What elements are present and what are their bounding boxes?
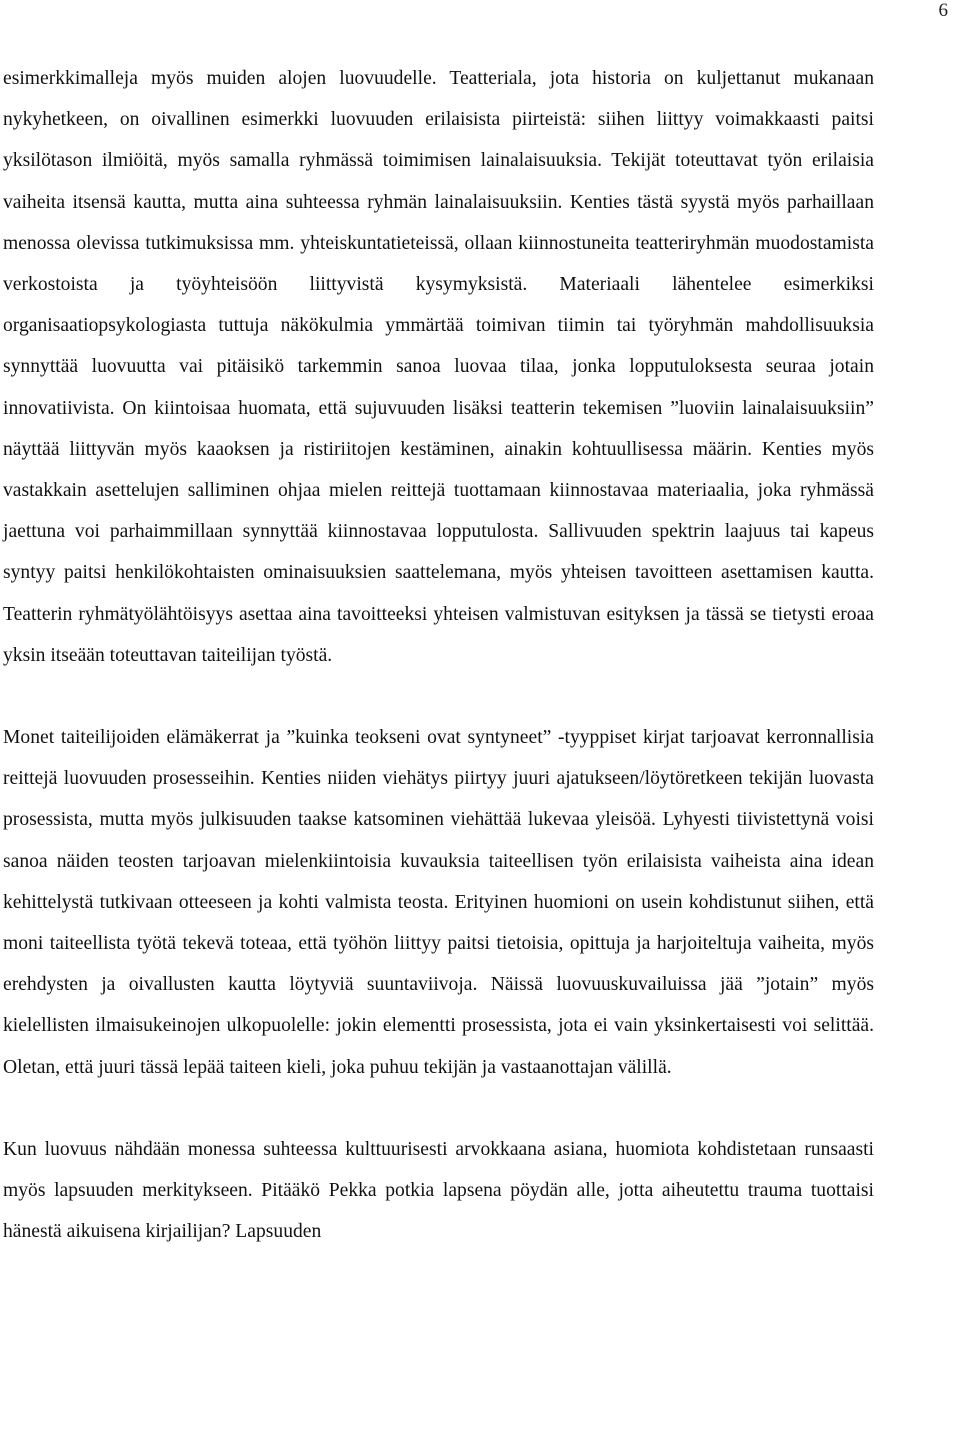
page-number: 6: [938, 0, 948, 21]
body-text: [3, 58, 874, 1252]
paragraph-3: Kun luovuus nähdään monessa suhteessa kulttuurisesti arvokkaana asiana, huomiota kohdistetaan runsaasti myös lapsuuden merkitykseen. Pitääkö Pekka potkia lapsena pöydän alle, jotta aiheutettu trauma tuottaisi hänestä aikuisena kirjailijan? Lapsuuden: [3, 1138, 874, 1243]
paragraph-2: Monet taiteilijoiden elämäkerrat ja ”kuinka teokseni ovat syntyneet” -tyyppiset kirjat tarjoavat kerronnallisia reittejä luovuuden prosesseihin. Kenties niiden viehätys piirtyy juuri ajatukseen/löytöretkeen tekijän luovasta prosessista, mutta myös julkisuuden taakse katsominen viehättää lukevaa yleisöä. Lyhyesti tiivistettynä voisi sanoa näiden teosten tarjoavan mielenkiintoisia kuvauksia taiteellisen työn erilaisista vaiheista aina idean kehittelystä tutkivaan otteeseen ja kohti valmista teosta. Erityinen huomioni on usein kohdistunut siihen, että moni taiteellista työtä tekevä toteaa, että työhön liittyy paitsi tietoisia, opittuja ja harjoiteltuja vaiheita, myös erehdysten ja oivallusten kautta löytyviä suuntaviivoja. Näissä luovuuskuvailuissa jää ”jotain” myös kielellisten ilmaisukeinojen ulkopuolelle: jokin elementti prosessista, jota ei vain yksinkertaisesti voi selittää. Oletan, että juuri tässä lepää taiteen kieli, joka puhuu tekijän ja vastaanottajan välillä.: [3, 727, 874, 1078]
paragraph-1: esimerkkimalleja myös muiden alojen luovuudelle. Teatteriala, jota historia on kuljettanut mukanaan nykyhetkeen, on oivallinen esimerkki luovuuden erilaisista piirteistä: siihen liittyy voimakkaasti paitsi yksilötason ilmiöitä, myös samalla ryhmässä toimimisen lainalaisuuksia. Tekijät toteuttavat työn erilaisia vaiheita itsensä kautta, mutta aina suhteessa ryhmän lainalaisuuksiin. Kenties tästä syystä myös parhaillaan menossa olevissa tutkimuksissa mm. yhteiskuntatieteissä, ollaan kiinnostuneita teatteriryhmän muodostamista verkostoista ja työyhteisöön liittyvistä kysymyksistä. Materiaali lähentelee esimerkiksi organisaatiopsykologiasta tuttuja näkökulmia ymmärtää toimivan tiimin tai työryhmän mahdollisuuksia synnyttää luovuutta vai pitäisikö tarkemmin sanoa luovaa tilaa, jonka lopputuloksesta seuraa jotain innovatiivista. On kiintoisaa huomata, että sujuvuuden lisäksi teatterin tekemisen ”luoviin lainalaisuuksiin” näyttää liittyvän myös kaaoksen ja ristiriitojen kestäminen, ainakin kohtuullisessa määrin. Kenties myös vastakkain asettelujen salliminen ohjaa mielen reittejä tuottamaan kiinnostavaa materiaalia, joka ryhmässä jaettuna voi parhaimmillaan synnyttää kiinnostavaa lopputulosta. Sallivuuden spektrin laajuus tai kapeus syntyy paitsi henkilökohtaisten ominaisuuksien saattelemana, myös yhteisen tavoitteen asettamisen kautta. Teatterin ryhmätyölähtöisyys asettaa aina tavoitteeksi yhteisen valmistuvan esityksen ja tässä se tietysti eroaa yksin itseään toteuttavan taiteilijan työstä.: [3, 68, 874, 666]
